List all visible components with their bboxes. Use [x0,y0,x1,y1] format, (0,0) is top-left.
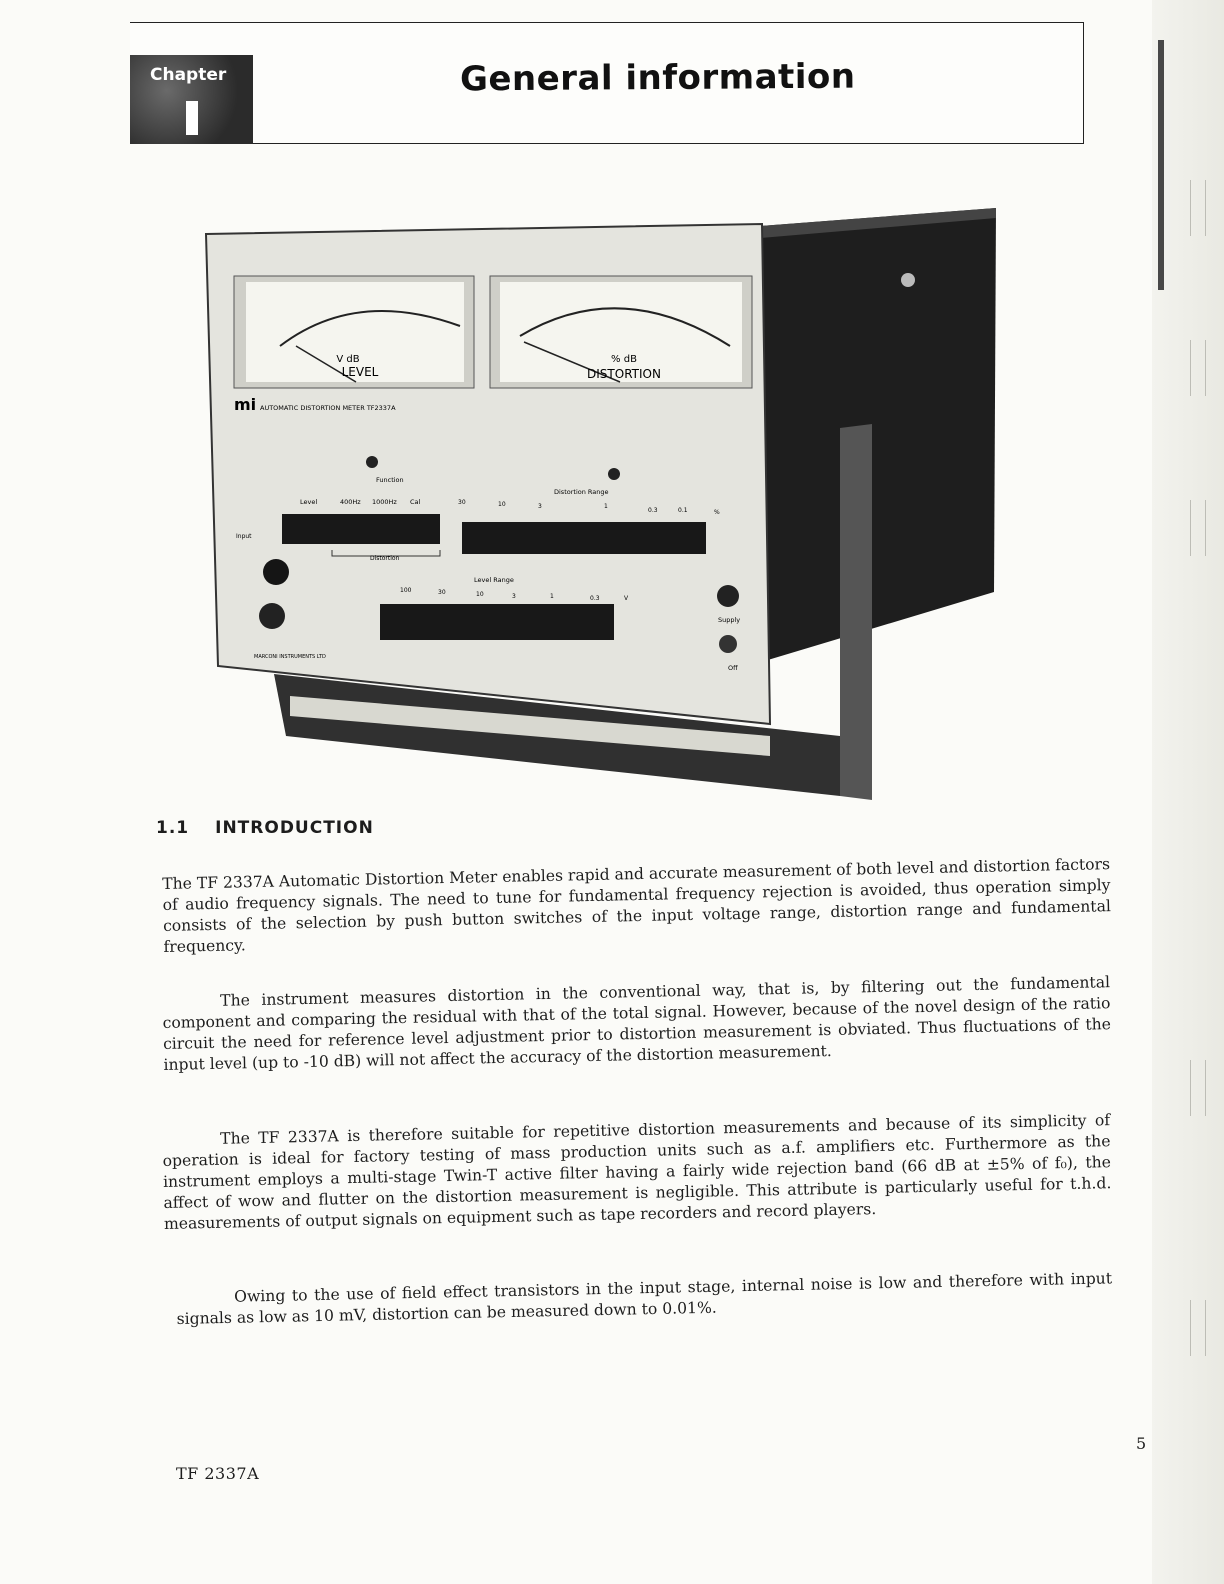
input-label: Input [236,533,252,540]
section-heading [156,818,374,838]
distortion-range-0-3: 0.3 [648,507,658,514]
function-button-level: Level [300,498,318,506]
footer-model: TF 2337A [176,1464,260,1483]
cabinet-screw [901,273,915,287]
level-range-100: 100 [400,587,412,594]
rack-handle [840,424,872,800]
distortion-range-1: 1 [604,503,608,510]
maker-label: MARCONI INSTRUMENTS LTD [254,654,326,660]
function-button-strip [282,514,440,544]
supply-lamp [717,585,739,607]
distortion-range-label: Distortion Range [554,488,609,496]
function-indicator-lamp [366,456,378,468]
paragraph-3: The TF 2337A is therefore suitable for repetitive distortion measurements and because of its simplicity of operation is ideal for factory testing of mass production units such as a.f. amplifiers etc. Furthermore as the instrument employs a multi-stage Twin-T active filter having a fairly wide rejection band (66 dB at ±5% of f₀), the affect of wow and flutter on the distortion measurement is negligible. This attribute is particularly useful for t.h.d. measurements of output signals on equipment such as tape recorders and record players. [162,1110,1112,1233]
brand-logo: mi [234,395,257,414]
scan-edge-strip [1158,40,1164,290]
level-range-0-3: 0.3 [590,595,600,602]
earth-terminal [259,603,285,629]
chapter-label: Chapter [150,65,227,85]
scan-edge-mark [1190,1300,1206,1356]
distortion-range-10: 10 [498,501,506,508]
model-plate: AUTOMATIC DISTORTION METER TF2337A [260,404,396,412]
level-range-3: 3 [512,593,516,600]
distortion-range-unit: % [714,509,720,516]
function-label: Function [376,476,404,484]
distortion-meter-label: DISTORTION [587,367,661,381]
level-range-unit: V [624,595,629,602]
level-range-label: Level Range [474,576,514,584]
page-number: 5 [1136,1434,1147,1453]
distortion-range-0-1: 0.1 [678,507,688,514]
section-title: INTRODUCTION [215,818,374,838]
supply-label: Supply [718,616,741,624]
scan-edge-mark [1190,340,1206,396]
distortion-bracket-label: Distortion [370,555,400,562]
distortion-meter-units: % dB [611,354,637,365]
scan-edge-mark [1190,1060,1206,1116]
chapter-badge [130,55,253,144]
function-button-400hz: 400Hz [340,498,361,506]
level-range-1: 1 [550,593,554,600]
input-terminal [263,559,289,585]
distortion-indicator-lamp [608,468,620,480]
level-meter-units: V dB [336,354,360,365]
scan-edge-mark [1190,500,1206,556]
paragraph-1: The TF 2337A Automatic Distortion Meter enables rapid and accurate measurement of both level and distortion factors of audio frequency signals. The need to tune for fundamental frequency rejection is avoided, thus operation simply consists of the selection by push button switches of the input voltage range, distortion range and fundamental frequency. [162,854,1112,956]
level-range-button-strip [380,604,614,640]
section-number: 1.1 [156,818,190,838]
distortion-range-30: 30 [458,499,466,506]
page-title: General information [459,56,856,100]
scan-edge-mark [1190,180,1206,236]
supply-switch [719,635,737,653]
function-button-cal: Cal [410,498,421,506]
distortion-range-3: 3 [538,503,542,510]
paragraph-4: Owing to the use of field effect transistors in the input stage, internal noise is low and therefore with input signals as low as 10 mV, distortion can be measured down to 0.01%. [176,1268,1113,1328]
level-range-30: 30 [438,589,446,596]
level-meter-label: LEVEL [341,365,379,379]
paragraph-2: The instrument measures distortion in the conventional way, that is, by filtering out the fundamental component and comparing the residual with that of the total signal. However, because of the novel design of the ratio circuit the need for reference level adjustment prior to distortion measurement is obviated. Thus fluctuations of the input level (up to -10 dB) will not affect the accuracy of the distortion measurement. [162,972,1112,1074]
off-label: Off [728,664,738,672]
distortion-range-button-strip [462,522,706,554]
level-range-10: 10 [476,591,484,598]
function-button-1000hz: 1000Hz [372,498,397,506]
instrument-photo [200,196,1000,812]
chapter-number-bar [186,101,198,135]
